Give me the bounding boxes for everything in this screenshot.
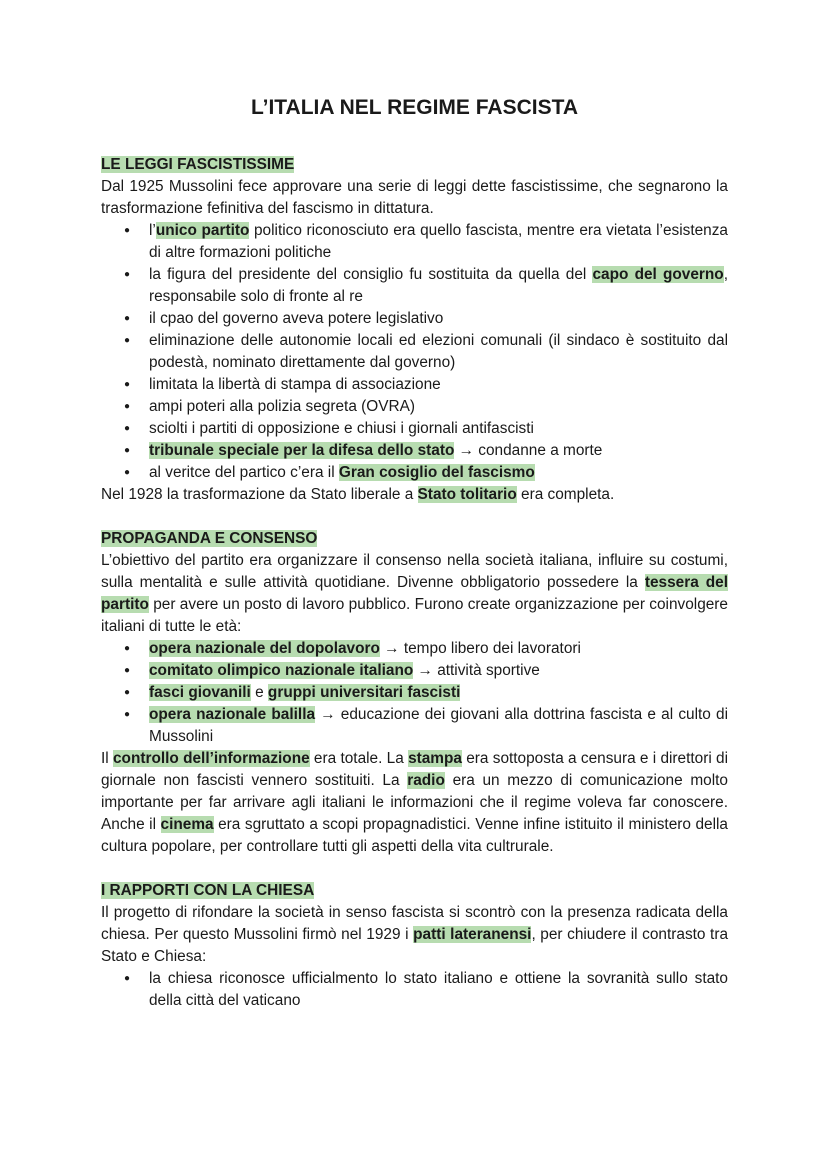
highlight: gruppi universitari fascisti xyxy=(267,684,461,701)
highlight: cinema xyxy=(160,816,214,833)
section-intro: L’obiettivo del partito era organizzare il consenso nella società italiana, influire su costumi, sulla mentalità e sulle attività quotidiane. Divenne obbligatorio possedere la tessera del partito per avere un posto di lavoro pubblico. Furono create organizzazione per coinvolgere italiani di tutte le età: xyxy=(101,552,728,635)
bullet-list xyxy=(101,968,728,1012)
highlight: opera nazionale balilla xyxy=(149,706,316,723)
highlight: stampa xyxy=(408,750,462,767)
list-item: ● sciolti i partiti di opposizione e chiusi i giornali antifascisti xyxy=(149,418,728,440)
list-item: ● tribunale speciale per la difesa dello stato → condanne a morte xyxy=(149,440,728,462)
highlight: tessera del partito xyxy=(101,574,728,613)
list-item: ● ampi poteri alla polizia segreta (OVRA) xyxy=(149,396,728,418)
list-item: ● l’unico partito politico riconosciuto era quello fascista, mentre era vietata l’esistenza di altre formazioni politiche xyxy=(149,220,728,264)
section-paragraph: Il controllo dell’informazione era totale. La stampa era sottoposta a censura e i direttori di giornale non fascisti vennero sostituiti. La radio era un mezzo di comunicazione molto importante per far arrivare agli italiani le informazioni che il regime voleva far conoscere. Anche il cinema era sgruttato a scopi propagnadistici. Venne infine istituito il ministero della cultura popolare, per controllare tutti gli aspetti della vita cultrurale. xyxy=(101,750,729,855)
list-item: ● fasci giovanili e gruppi universitari fascisti xyxy=(149,682,728,704)
highlight: Stato tolitario xyxy=(417,486,517,503)
list-item: ● la chiesa riconosce ufficialmento lo stato italiano e ottiene la sovranità sullo stato della città del vaticano xyxy=(149,968,728,1012)
highlight: Gran cosiglio del fascismo xyxy=(338,464,535,481)
highlight: radio xyxy=(407,772,445,789)
highlight: opera nazionale del dopolavoro xyxy=(149,640,380,657)
section-rapporti-chiesa xyxy=(101,880,728,1012)
section-heading: LE LEGGI FASCISTISSIME xyxy=(101,156,295,173)
highlight: controllo dell’informazione xyxy=(112,750,310,767)
highlight: capo del governo xyxy=(592,266,724,283)
list-item: ● al veritce del partico c’era il Gran cosiglio del fascismo xyxy=(149,462,728,484)
highlight: patti lateranensi xyxy=(413,926,532,943)
highlight: comitato olimpico nazionale italiano xyxy=(149,662,414,679)
bullet-list xyxy=(101,220,728,484)
document-page xyxy=(101,96,728,1034)
list-item: ● opera nazionale balilla → educazione dei giovani alla dottrina fascista e al culto di Mussolini xyxy=(149,704,728,748)
highlight: tribunale speciale per la difesa dello stato xyxy=(149,442,455,459)
list-item: ● eliminazione delle autonomie locali ed elezioni comunali (il sindaco è sostituito dal podestà, nominato direttamente dal governo) xyxy=(149,330,728,374)
list-item: ● limitata la libertà di stampa di associazione xyxy=(149,374,728,396)
section-heading: I RAPPORTI CON LA CHIESA xyxy=(101,882,315,899)
section-intro: Il progetto di rifondare la società in senso fascista si scontrò con la presenza radicata della chiesa. Per questo Mussolini firmò nel 1929 i patti lateranensi, per chiudere il contrasto tra Stato e Chiesa: xyxy=(101,904,729,965)
highlight: unico partito xyxy=(155,222,250,239)
highlight: fasci giovanili xyxy=(149,684,251,701)
list-item: ● il cpao del governo aveva potere legislativo xyxy=(149,308,728,330)
list-item: ● comitato olimpico nazionale italiano → attività sportive xyxy=(149,660,728,682)
section-propaganda-consenso xyxy=(101,528,728,858)
section-leggi-fascistissime xyxy=(101,154,728,506)
bullet-list xyxy=(101,638,728,748)
list-item: ● opera nazionale del dopolavoro → tempo libero dei lavoratori xyxy=(149,638,728,660)
section-outro: Nel 1928 la trasformazione da Stato liberale a Stato tolitario era completa. xyxy=(101,486,615,503)
section-heading: PROPAGANDA E CONSENSO xyxy=(101,530,318,547)
section-intro: Dal 1925 Mussolini fece approvare una serie di leggi dette fascistissime, che segnarono la trasformazione fefinitiva del fascismo in dittatura. xyxy=(101,178,728,217)
list-item: ● la figura del presidente del consiglio fu sostituita da quella del capo del governo, responsabile solo di fronte al re xyxy=(149,264,728,308)
page-title: L’ITALIA NEL REGIME FASCISTA xyxy=(250,96,579,119)
